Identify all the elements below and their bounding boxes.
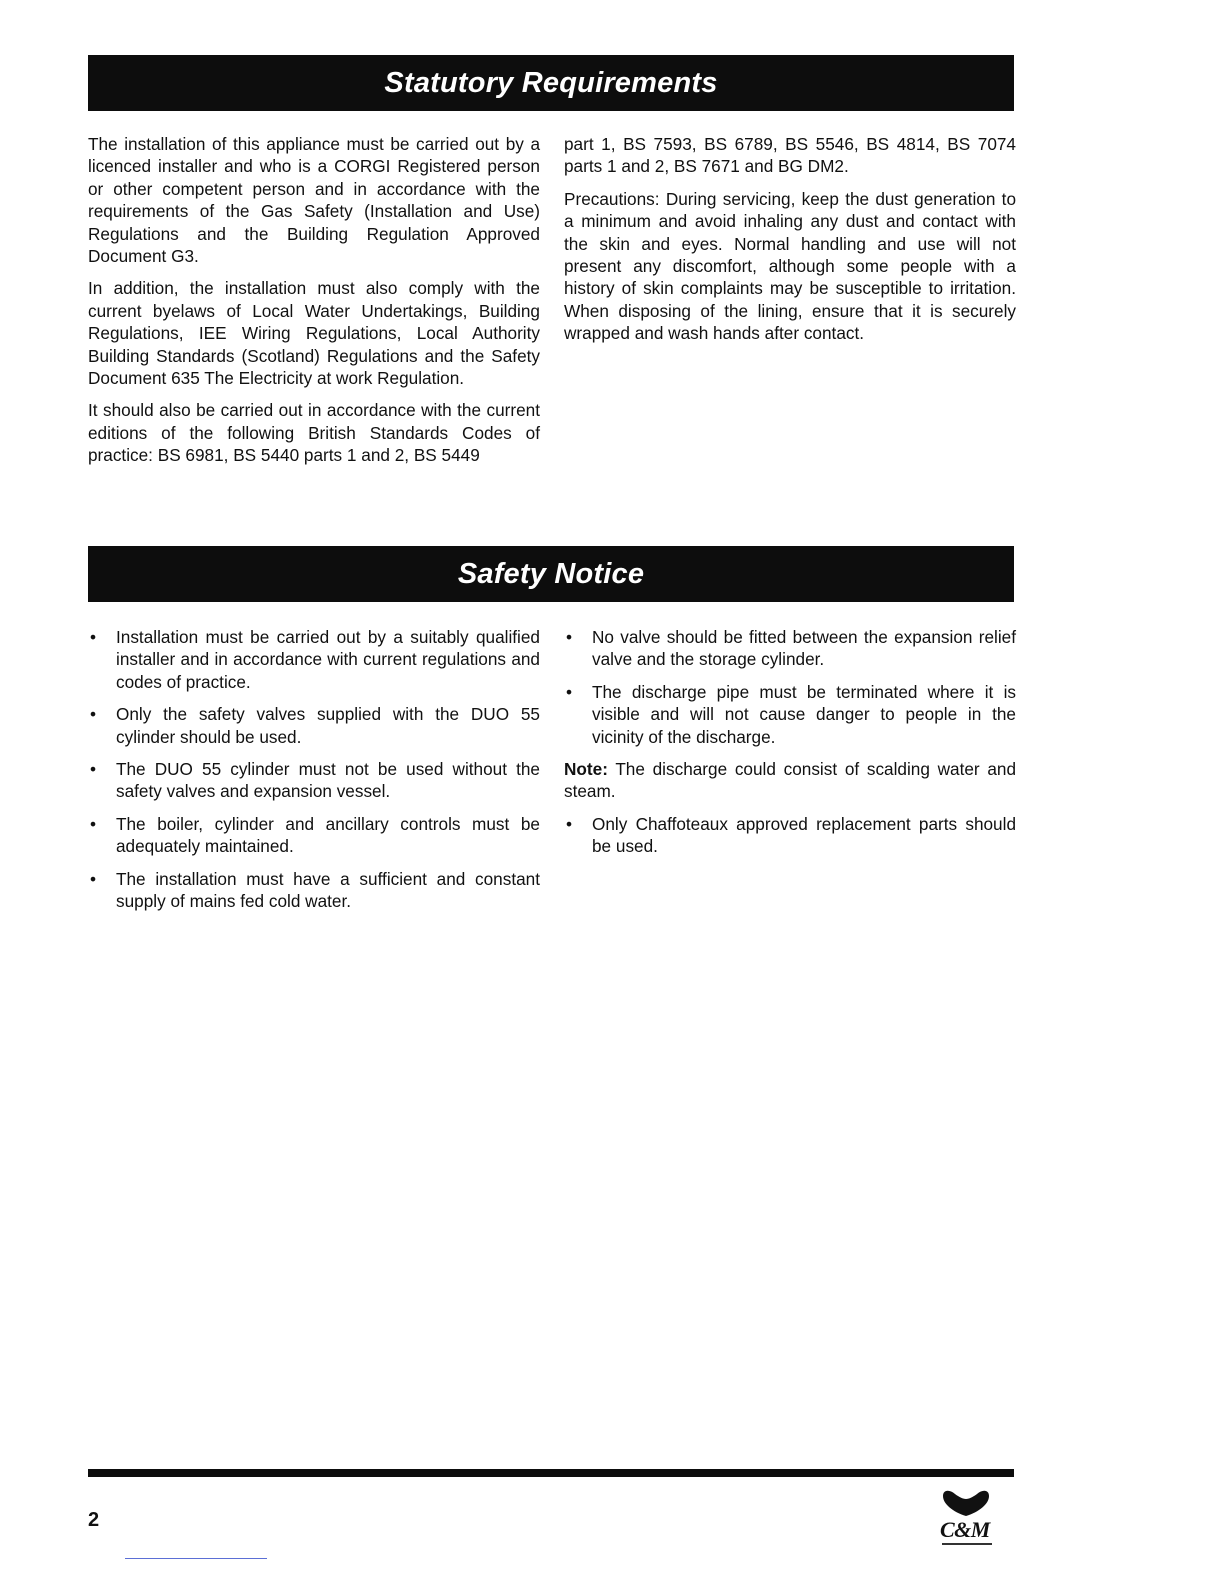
note-text: The discharge could consist of scalding water and steam. [564,759,1017,802]
list-item-text: Only the safety valves supplied with the DUO 55 cylinder should be used. [116,704,540,747]
brand-logo-underline [942,1543,992,1545]
list-item-text: The boiler, cylinder and ancillary controls must be adequately maintained. [116,813,540,857]
list-item-text: The DUO 55 cylinder must not be used without the safety valves and expansion vessel. [116,759,540,802]
link-underline [125,1558,267,1559]
safety-bullet-list [564,813,1016,858]
list-item [88,626,540,693]
list-item [88,758,540,803]
bullet-icon: • [566,813,573,834]
statutory-paragraph: In addition, the installation must also comply with the current byelaws of Local Water Undertakings, Building Regulations, IEE Wiring Regulations, Local Authority Building Standards (Scotland) Regulations and the Safety Document 635 The Electricity at work Regulation. [88,278,540,389]
statutory-paragraph: The installation of this appliance must be carried out by a licenced installer and who is a CORGI Registered person or other competent person and in accordance with the requirements of the Gas Safety (Installation and Use) Regulations and the Building Regulation Approved Document G3. [88,134,540,267]
footer-divider [88,1469,1014,1477]
safety-left-column [88,626,540,922]
bullet-icon: • [90,868,97,889]
bullet-icon: • [90,759,97,780]
list-item-text: The discharge pipe must be terminated where it is visible and will not cause danger to people in the vicinity of the discharge. [592,681,1016,747]
bullet-icon: • [90,813,97,834]
bullet-icon: • [566,627,573,647]
list-item [564,681,1016,748]
precautions-paragraph: Precautions: During servicing, keep the dust generation to a minimum and avoid inhaling any dust and contact with the skin and eyes. Normal handling and use will not present any discomfort, although some people with a history of skin complaints may be susceptible to irritation. When disposing of the lining, ensure that it is securely wrapped and wash hands after contact. [564,188,1016,344]
statutory-right-column [564,133,1016,355]
list-item [88,813,540,858]
list-item [88,868,540,913]
list-item-text: Installation must be carried out by a suitably qualified installer and in accordance with current regulations and codes of practice. [116,627,540,692]
list-item-text: Only Chaffoteaux approved replacement parts should be used. [592,813,1016,857]
bullet-icon: • [90,627,97,647]
list-item-text: No valve should be fitted between the expansion relief valve and the storage cylinder. [592,627,1016,670]
list-item [564,813,1016,858]
safety-right-column [564,626,1016,868]
bullet-icon: • [90,704,97,725]
page-number: 2 [88,1509,100,1531]
note-label: Note: [564,759,608,780]
safety-bullet-list [88,626,540,912]
bullet-icon: • [566,681,573,702]
statutory-left-column [88,133,540,477]
statutory-paragraph: It should also be carried out in accordance with the current editions of the following British Standards Codes of practice: BS 6981, BS 5440 parts 1 and 2, BS 5449 [88,400,540,466]
discharge-note [564,758,1016,803]
statutory-paragraph: part 1, BS 7593, BS 6789, BS 5546, BS 4814, BS 7074 parts 1 and 2, BS 7671 and BG DM2. [564,134,1016,177]
list-item-text: The installation must have a sufficient and constant supply of mains fed cold water. [116,868,540,912]
safety-bullet-list [564,626,1016,748]
list-item [88,703,540,748]
list-item [564,626,1016,671]
safety-notice-heading: Safety Notice [88,546,1014,602]
statutory-requirements-heading: Statutory Requirements [88,55,1014,111]
brand-logo-text: C&M [940,1517,990,1542]
